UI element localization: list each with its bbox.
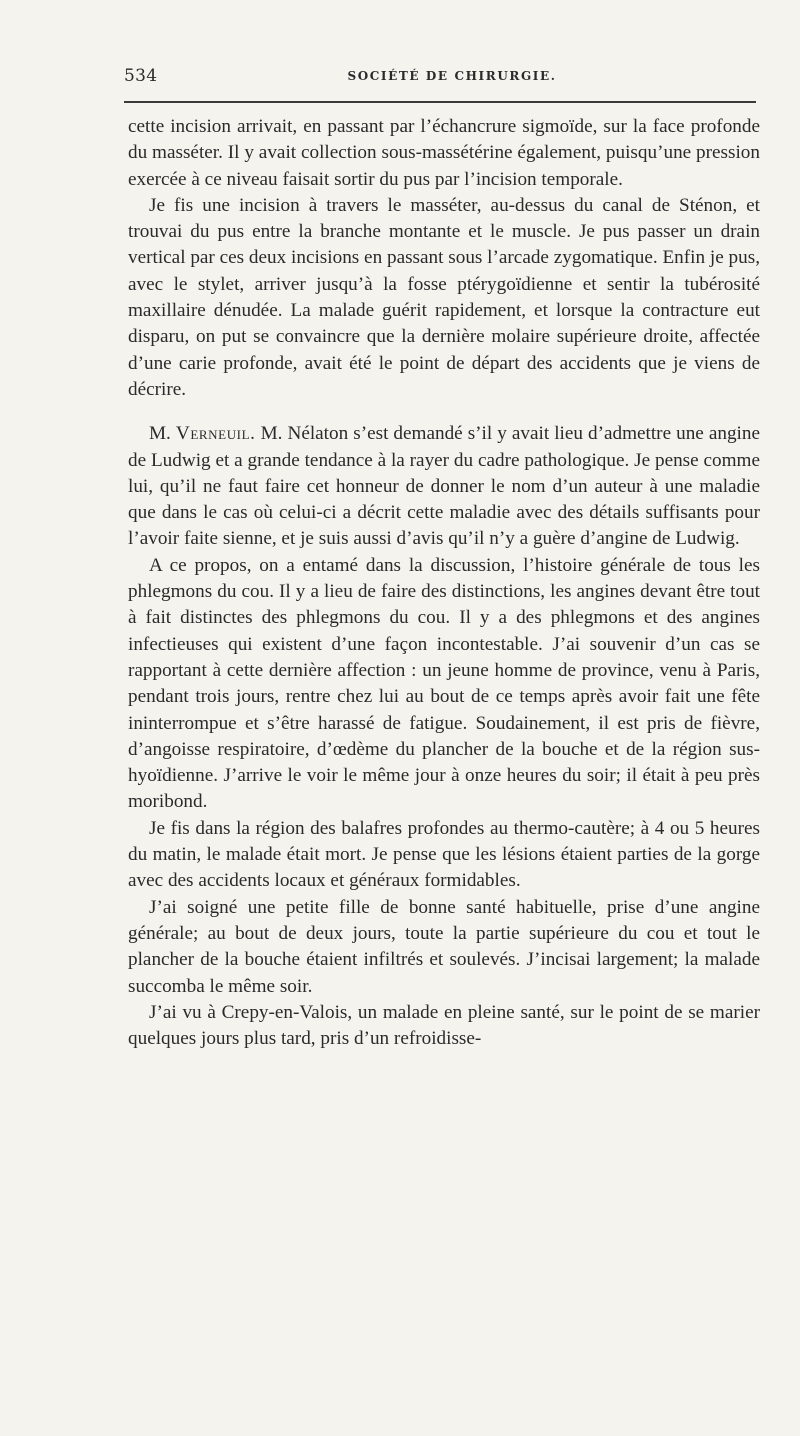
paragraph: Je fis dans la région des balafres profondes au thermo-cautère; à 4 ou 5 heures du matin, le malade était mort. Je pense que les lésions étaient parties de la gorge avec des accidents locaux et généraux formidables. — [128, 817, 760, 892]
speaker-name: Verneuil. — [175, 423, 256, 445]
page-header — [124, 66, 760, 92]
paragraph: J’ai soigné une petite fille de bonne santé habituelle, prise d’une angine générale; au bout de deux jours, toute la partie supérieure du cou et tout le plancher de la bouche étaient infiltrés et soulevés. J’incisai largement; la malade succomba le même soir. — [128, 896, 760, 997]
paragraph-continuation: cette incision arrivait, en passant par l’échancrure sigmoïde, sur la face profonde du masséter. Il y avait collection sous-massétérine également, puisqu’une pression exercée à ce niveau faisait sortir du pus par l’incision temporale. — [128, 116, 760, 190]
running-head: SOCIÉTÉ DE CHIRURGIE. — [347, 69, 557, 83]
header-rule — [124, 101, 756, 103]
body-text — [128, 114, 760, 1052]
paragraph: Je fis une incision à travers le masséter, au-dessus du canal de Sténon, et trouvai du pus entre la branche montante et le muscle. Je pus passer un drain vertical par ces deux incisions en passant sous l’arcade zygomatique. Enfin je pus, avec le stylet, arriver jusqu’à la fosse ptérygoïdienne et sentir la tubérosité maxillaire dénudée. La malade guérit rapidement, et lorsque la contracture eut disparu, on put se convaincre que la dernière molaire supérieure droite, affectée d’une carie profonde, avait été le point de départ des accidents que je viens de décrire. — [128, 194, 760, 400]
page-number: 534 — [124, 66, 158, 86]
paragraph: J’ai vu à Crepy-en-Valois, un malade en pleine santé, sur le point de se marier quelques jours plus tard, pris d’un refroidisse- — [128, 1001, 760, 1050]
paragraph-verneuil-text: M. Nélaton s’est demandé s’il y avait lieu d’admettre une angine de Ludwig et a grande tendance à la rayer du cadre pathologique. Je pense comme lui, qu’il ne faut faire cet honneur de donner le nom d’un auteur à une maladie que dans le cas où celui-ci a décrit cette maladie avec des détails suffisants pour l’avoir faite sienne, et je suis aussi d’avis qu’il n’y a guère d’angine de Ludwig. — [128, 423, 760, 550]
paragraph: A ce propos, on a entamé dans la discussion, l’histoire générale de tous les phlegmons du cou. Il y a lieu de faire des distinctions, les angines devant être tout à fait distinctes des phlegmons du cou. Il y a des phlegmons et des angines infectieuses qui existent d’une façon incontestable. J’ai souvenir d’un cas se rapportant à cette dernière affection : un jeune homme de province, venu à Paris, pendant trois jours, rentre chez lui au bout de ce temps après avoir fait une fête ininterrompue et s’être harassé de fatigue. Soudainement, il est pris de fièvre, d’angoisse respiratoire, d’œdème du plancher de la bouche et de la région sus-hyoïdienne. J’arrive le voir le même jour à onze heures du soir; il était à peu près moribond. — [128, 554, 760, 813]
paragraph-verneuil — [128, 421, 760, 552]
speaker-prefix: M. — [149, 423, 176, 445]
